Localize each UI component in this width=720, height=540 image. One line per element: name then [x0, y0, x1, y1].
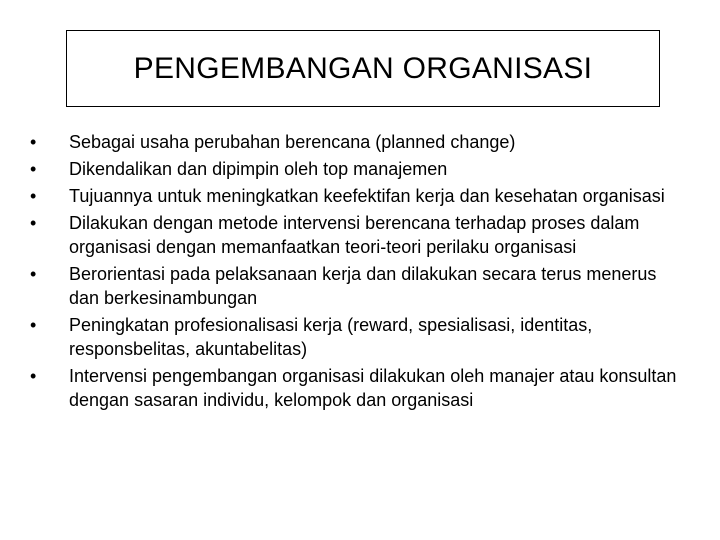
- bullet-text: Tujuannya untuk meningkatkan keefektifan kerja dan kesehatan organisasi: [69, 186, 665, 206]
- bullet-text: Dilakukan dengan metode intervensi berencana terhadap proses dalam organisasi dengan memanfaatkan teori-teori perilaku organisasi: [69, 213, 640, 257]
- bullet-item: [28, 130, 678, 154]
- title-box: [66, 30, 660, 107]
- bullet-text: Berorientasi pada pelaksanaan kerja dan dilakukan secara terus menerus dan berkesinambungan: [69, 264, 657, 308]
- bullet-text: Sebagai usaha perubahan berencana (planned change): [69, 132, 516, 152]
- bullet-dot: •: [30, 186, 37, 206]
- bullet-dot: •: [30, 315, 37, 335]
- bullet-item: [28, 262, 678, 310]
- bullet-item: [28, 364, 678, 412]
- bullet-dot: •: [30, 159, 37, 179]
- bullet-item: [28, 157, 678, 181]
- bullet-text: Dikendalikan dan dipimpin oleh top manajemen: [69, 159, 448, 179]
- bullet-dot: •: [30, 264, 37, 284]
- bullet-dot: •: [30, 132, 37, 152]
- bullet-text: Intervensi pengembangan organisasi dilakukan oleh manajer atau konsultan dengan sasaran individu, kelompok dan organisasi: [69, 366, 677, 410]
- bullet-dot: •: [30, 213, 37, 233]
- slide-title: PENGEMBANGAN ORGANISASI: [133, 51, 593, 85]
- bullet-item: [28, 184, 678, 208]
- bullet-item: [28, 313, 678, 361]
- bullet-item: [28, 211, 678, 259]
- bullet-list: [28, 130, 678, 415]
- bullet-dot: •: [30, 366, 37, 386]
- bullet-text: Peningkatan profesionalisasi kerja (reward, spesialisasi, identitas, responsbelitas, akuntabelitas): [69, 315, 593, 359]
